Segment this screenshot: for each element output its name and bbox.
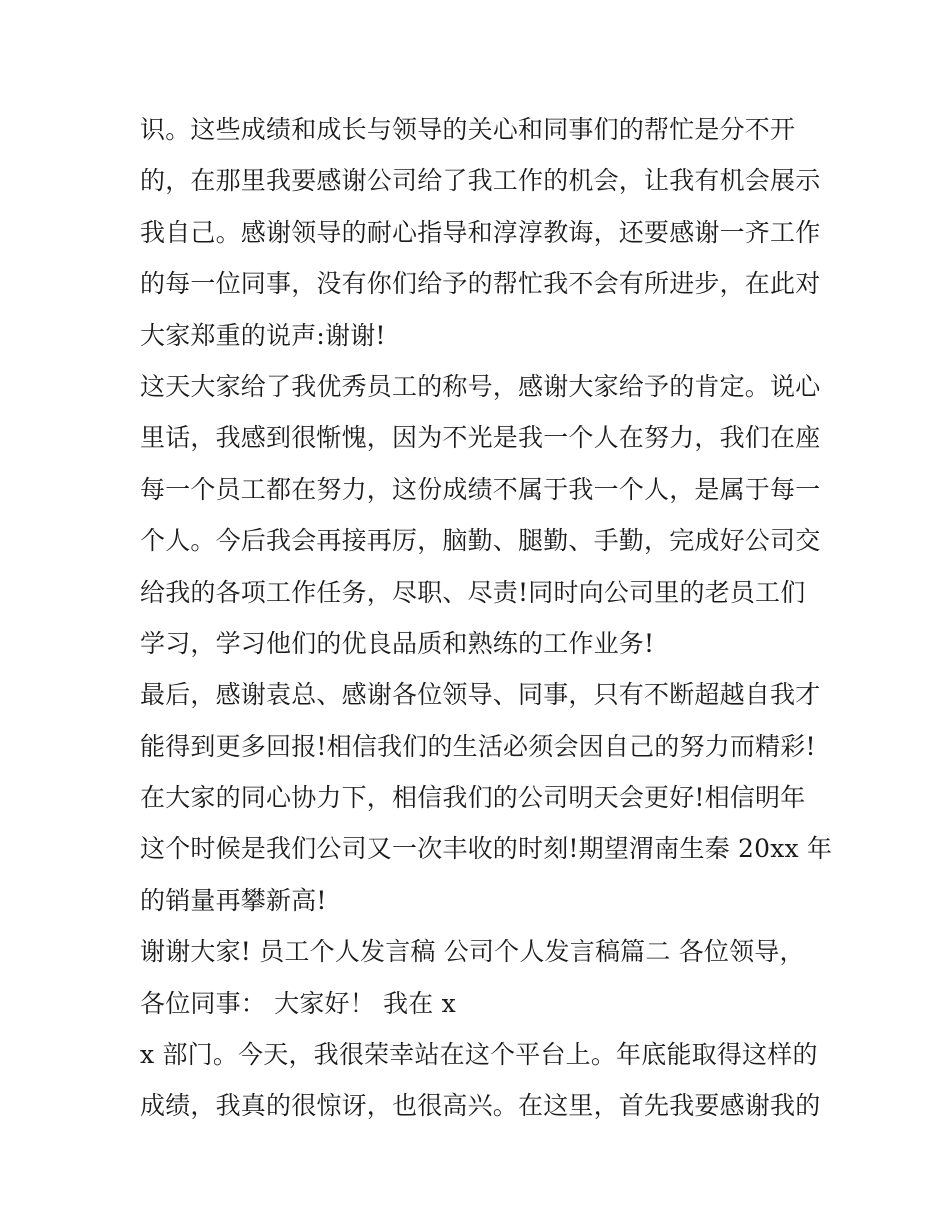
text-line-15: 这个时候是我们公司又一次丰收的时刻!期望渭南生秦 20xx 年	[140, 834, 833, 864]
text-line-17: 谢谢大家! 员工个人发言稿 公司个人发言稿篇二 各位领导，	[140, 937, 805, 967]
text-line-10: 给我的各项工作任务，尽职、尽责!同时向公司里的老员工们	[140, 577, 806, 607]
text-line-20: 成绩，我真的很惊讶，也很高兴。在这里，首先我要感谢我的	[140, 1091, 821, 1121]
text-line-12: 最后，感谢袁总、感谢各位领导、同事，只有不断超越自我才	[140, 680, 821, 710]
text-line-9: 个人。今后我会再接再厉，脑勤、腿勤、手勤，完成好公司交	[140, 526, 821, 556]
text-line-13: 能得到更多回报!相信我们的生活必须会因自己的努力而精彩!	[140, 731, 816, 761]
text-line-2: 的，在那里我要感谢公司给了我工作的机会，让我有机会展示	[140, 166, 821, 196]
text-line-19: x 部门。今天，我很荣幸站在这个平台上。年底能取得这样的	[140, 1040, 818, 1070]
body-text	[140, 104, 833, 1132]
text-line-18: 各位同事： 大家好！ 我在 x	[140, 988, 456, 1018]
text-line-14: 在大家的同心协力下，相信我们的公司明天会更好!相信明年	[140, 783, 806, 813]
text-line-6: 这天大家给了我优秀员工的称号，感谢大家给予的肯定。说心	[140, 371, 821, 401]
text-line-7: 里话，我感到很惭愧，因为不光是我一个人在努力，我们在座	[140, 423, 821, 453]
text-line-3: 我自己。感谢领导的耐心指导和淳淳教诲，还要感谢一齐工作	[140, 217, 821, 247]
text-line-5: 大家郑重的说声:谢谢!	[140, 320, 386, 350]
text-line-1: 识。这些成绩和成长与领导的关心和同事们的帮忙是分不开	[140, 115, 796, 144]
text-line-11: 学习，学习他们的优良品质和熟练的工作业务!	[140, 628, 655, 658]
text-line-16: 的销量再攀新高!	[140, 885, 327, 915]
text-line-8: 每一个员工都在努力，这份成绩不属于我一个人，是属于每一	[140, 474, 821, 504]
text-line-4: 的每一位同事，没有你们给予的帮忙我不会有所进步，在此对	[140, 269, 821, 299]
